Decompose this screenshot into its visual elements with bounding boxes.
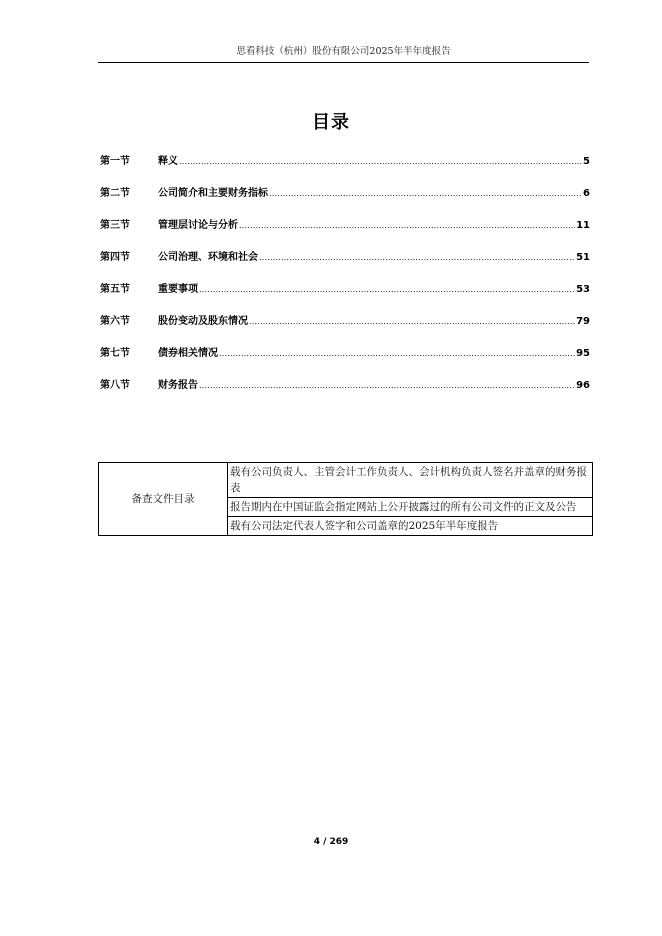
toc-section-name: 释义 — [158, 156, 178, 167]
toc-page-number: 6 — [583, 188, 590, 199]
toc-entry[interactable] — [100, 280, 590, 312]
toc-leader-dots — [219, 349, 575, 358]
toc-section-number: 第四节 — [100, 252, 130, 263]
toc-leader-dots — [249, 317, 575, 326]
toc-page-number: 53 — [576, 284, 590, 295]
toc-leader-dots — [259, 253, 575, 262]
toc-entry[interactable] — [100, 312, 590, 344]
page-number: 4 / 269 — [313, 837, 349, 847]
toc-title: 目录 — [312, 112, 350, 133]
toc-section-number: 第二节 — [100, 188, 130, 199]
toc-section-number: 第五节 — [100, 284, 130, 295]
toc-leader-dots — [199, 285, 575, 294]
header-rule — [98, 62, 589, 63]
toc-entry[interactable] — [100, 152, 590, 184]
reference-documents-table — [98, 462, 593, 536]
reference-docs-label: 备查文件目录 — [99, 463, 228, 536]
toc-leader-dots — [179, 157, 582, 166]
toc-page-number: 96 — [576, 380, 590, 391]
toc-entry[interactable] — [100, 216, 590, 248]
toc-section-number: 第一节 — [100, 156, 130, 167]
toc-section-name: 财务报告 — [158, 380, 198, 391]
table-of-contents — [100, 152, 590, 408]
reference-doc-entry: 载有公司负责人、主管会计工作负责人、会计机构负责人签名并盖章的财务报表 — [228, 463, 593, 498]
toc-section-number: 第三节 — [100, 220, 130, 231]
toc-page-number: 95 — [576, 348, 590, 359]
table-row — [99, 463, 593, 498]
reference-doc-entry: 载有公司法定代表人签字和公司盖章的2025年半年度报告 — [228, 517, 593, 536]
toc-section-number: 第六节 — [100, 316, 130, 327]
toc-section-name: 公司治理、环境和社会 — [158, 252, 258, 263]
toc-entry[interactable] — [100, 248, 590, 280]
toc-section-name: 管理层讨论与分析 — [158, 220, 238, 231]
page-header: 思看科技（杭州）股份有限公司2025年半年度报告 — [236, 46, 451, 57]
toc-leader-dots — [199, 381, 575, 390]
toc-entry[interactable] — [100, 344, 590, 376]
toc-section-name: 公司简介和主要财务指标 — [158, 188, 268, 199]
toc-section-number: 第七节 — [100, 348, 130, 359]
toc-entry[interactable] — [100, 184, 590, 216]
toc-section-name: 债券相关情况 — [158, 348, 218, 359]
toc-section-number: 第八节 — [100, 380, 130, 391]
toc-leader-dots — [239, 221, 575, 230]
toc-leader-dots — [269, 189, 582, 198]
toc-page-number: 79 — [576, 316, 590, 327]
toc-section-name: 股份变动及股东情况 — [158, 316, 248, 327]
toc-section-name: 重要事项 — [158, 284, 198, 295]
toc-entry[interactable] — [100, 376, 590, 408]
toc-page-number: 51 — [576, 252, 590, 263]
toc-page-number: 11 — [576, 220, 590, 231]
reference-doc-entry: 报告期内在中国证监会指定网站上公开披露过的所有公司文件的正文及公告 — [228, 498, 593, 517]
toc-page-number: 5 — [583, 156, 590, 167]
